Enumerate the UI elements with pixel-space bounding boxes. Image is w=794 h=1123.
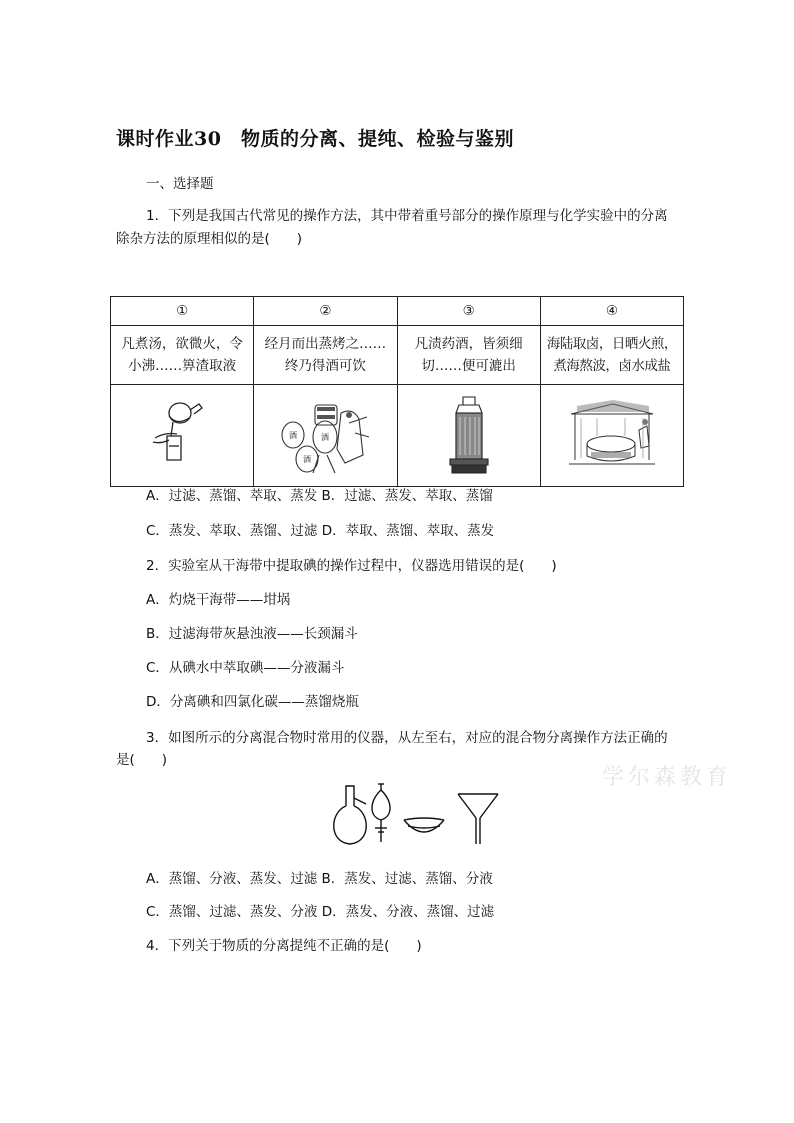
salt-boiling-illustration bbox=[567, 400, 657, 472]
table-header-3: ③ bbox=[397, 297, 540, 326]
evaporating-dish-icon bbox=[404, 818, 444, 832]
table-image-3 bbox=[397, 385, 540, 487]
page-title: 课时作业30 物质的分离、提纯、检验与鉴别 bbox=[116, 128, 514, 150]
table-header-1: ① bbox=[111, 297, 254, 326]
question-3-options-cd: C．蒸馏、过滤、蒸发、分液 D．蒸发、分液、蒸馏、过滤 bbox=[146, 904, 495, 920]
question-4-stem: 4．下列关于物质的分离提纯不正确的是( ) bbox=[146, 938, 422, 954]
table-text-2: 经月而出蒸烤之…… 终乃得酒可饮 bbox=[254, 326, 397, 385]
question-2-option-a: A．灼烧干海带——坩埚 bbox=[146, 592, 291, 608]
question-2-option-b: B．过滤海带灰悬浊液——长颈漏斗 bbox=[146, 626, 358, 642]
wine-jars-illustration bbox=[275, 393, 375, 479]
separatory-funnel-icon bbox=[372, 784, 390, 842]
table-text-1: 凡煮汤，欲微火，令 小沸……箅渣取液 bbox=[111, 326, 254, 385]
apparatus-illustration bbox=[326, 780, 752, 852]
svg-text:酒: 酒 bbox=[321, 432, 330, 442]
table-text-3: 凡渍药酒，皆须细 切……便可漉出 bbox=[397, 326, 540, 385]
table-text-4: 海陆取卤，日晒火煎， 煮海熬波，卤水成盐 bbox=[540, 326, 683, 385]
question-1-stem-line1: 1．下列是我国古代常见的操作方法，其中带着重号部分的操作原理与化学实验中的分离 bbox=[146, 208, 668, 224]
table-header-2: ② bbox=[254, 297, 397, 326]
medicine-jar-illustration bbox=[444, 393, 494, 479]
operations-table bbox=[110, 296, 684, 487]
question-1-stem-line2: 除杂方法的原理相似的是( ) bbox=[116, 231, 303, 247]
question-2-option-d: D．分离碘和四氯化碳——蒸馏烧瓶 bbox=[146, 694, 359, 710]
table-image-1 bbox=[111, 385, 254, 487]
svg-text:酒: 酒 bbox=[289, 430, 298, 440]
question-1-options-cd: C．蒸发、萃取、蒸馏、过滤 D．萃取、蒸馏、萃取、蒸发 bbox=[146, 523, 495, 539]
table-image-2 bbox=[254, 385, 397, 487]
funnel-icon bbox=[458, 794, 498, 844]
question-3-stem-line1: 3．如图所示的分离混合物时常用的仪器，从左至右，对应的混合物分离操作方法正确的 bbox=[146, 730, 668, 746]
question-3-options-ab: A．蒸馏、分液、蒸发、过滤 B．蒸发、过滤、蒸馏、分液 bbox=[146, 871, 493, 887]
svg-text:酒: 酒 bbox=[303, 454, 312, 464]
filtering-ladle-illustration bbox=[147, 396, 217, 476]
table-header-4: ④ bbox=[540, 297, 683, 326]
watermark-text: 学尔森教育 bbox=[602, 765, 733, 790]
section-heading: 一、选择题 bbox=[146, 176, 214, 192]
question-2-option-c: C．从碘水中萃取碘——分液漏斗 bbox=[146, 660, 345, 676]
question-3-stem-line2: 是( ) bbox=[116, 752, 168, 768]
distillation-flask-icon bbox=[334, 786, 367, 844]
table-image-4 bbox=[540, 385, 683, 487]
question-2-stem: 2．实验室从干海带中提取碘的操作过程中，仪器选用错误的是( ) bbox=[146, 558, 557, 574]
question-1-options-ab: A．过滤、蒸馏、萃取、蒸发 B．过滤、蒸发、萃取、蒸馏 bbox=[146, 488, 493, 504]
